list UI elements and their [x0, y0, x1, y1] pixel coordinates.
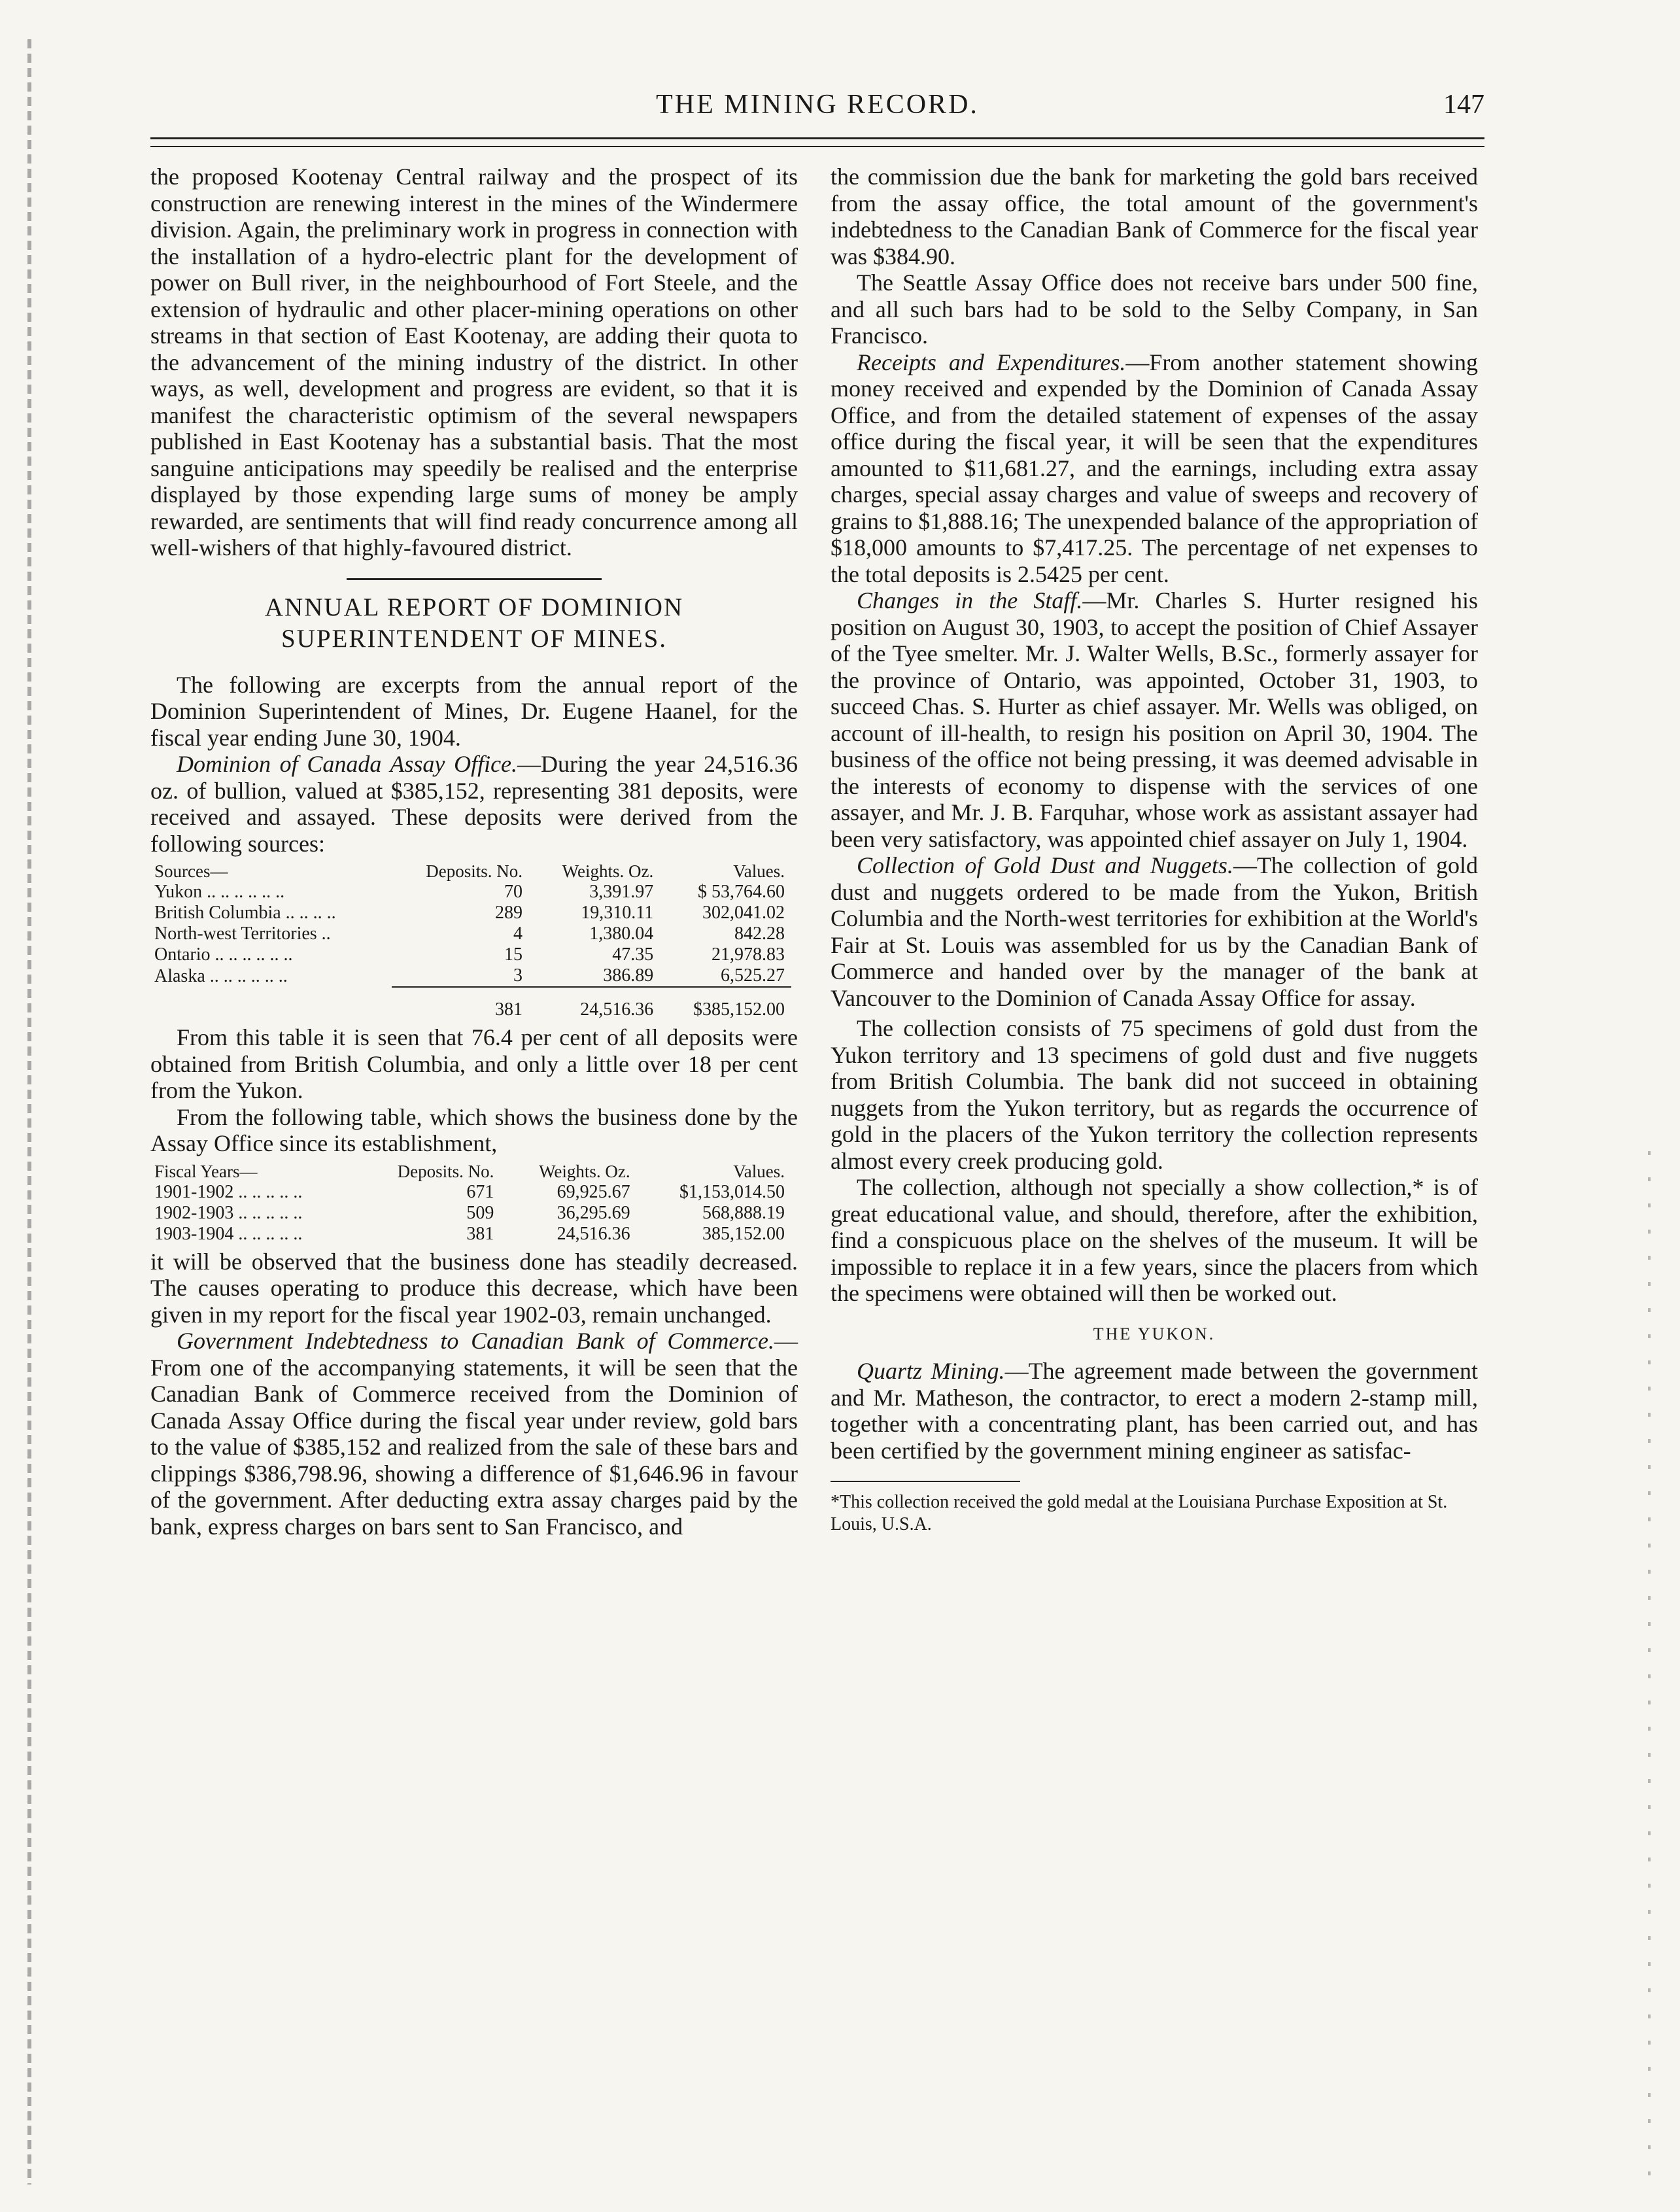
table-header-row: [150, 1161, 791, 1182]
table-cell: [150, 987, 392, 1020]
table-header: Values.: [733, 861, 785, 881]
table-cell: $1,153,014.50: [679, 1181, 785, 1202]
section-heading: ANNUAL REPORT OF DOMINION SUPERINTENDENT OF MINES.: [264, 593, 684, 653]
receipts-text: —From another statement showing money received and expended by the Dominion of Canada Assay Office, and from the detailed statement of expenses of the assay office during the fiscal year, it will be seen that the expenditures amounted to $11,681.27, and the earnings, including extra assay charges, special assay charges and value of sweeps and recovery of grains to $1,888.16; The unexpended balance of the appropriation of $18,000 amounts to $7,417.25. The percentage of net expenses to the total deposits is 2.5425 per cent.: [831, 349, 1478, 587]
table-total-cell: 24,516.36: [529, 987, 660, 1020]
table-cell: Ontario .. .. .. .. .. ..: [154, 944, 293, 965]
table-cell: 302,041.02: [702, 903, 785, 923]
table-header-row: [150, 861, 791, 882]
table-cell: 381: [466, 1223, 494, 1244]
paragraph-observed: it will be observed that the business done has steadily decreased. The causes operating to produce this decrease, which have been given in my report for the fiscal year 1902-03, remain unchanged.: [150, 1248, 798, 1328]
staff-title: Changes in the Staff.: [857, 587, 1083, 613]
government-indebtedness-title: Government Indebtedness to Canadian Bank of Commerce.: [177, 1328, 774, 1354]
header-rule: [150, 137, 1484, 147]
collection-title: Collection of Gold Dust and Nuggets.: [857, 852, 1233, 878]
table-cell: Alaska .. .. .. .. .. ..: [154, 965, 288, 986]
table-cell: 386.89: [603, 965, 654, 986]
table-cell: 36,295.69: [557, 1202, 630, 1223]
table-cell: 3: [513, 965, 523, 986]
table-row: [150, 924, 791, 944]
table-cell: 6,525.27: [721, 965, 785, 986]
paragraph-collection: [831, 852, 1478, 1011]
table-cell: 24,516.36: [557, 1223, 630, 1244]
section-divider: [347, 578, 602, 580]
table-cell: 385,152.00: [702, 1223, 785, 1244]
table-total-cell: $385,152.00: [660, 987, 791, 1020]
table-cell: 4: [513, 924, 523, 944]
receipts-title: Receipts and Expenditures.: [857, 349, 1126, 375]
footnote-rule: [831, 1481, 1020, 1482]
table-cell: 1,380.04: [589, 924, 654, 944]
paragraph-consists: The collection consists of 75 specimens of gold dust from the Yukon territory and 13 specimens of gold dust and five nuggets from British Columbia. The bank did not succeed in obtaining nuggets from the Yukon territory, but as regards the occurrence of gold in the placers of the Yukon territory the collection represents almost every creek producing gold.: [831, 1015, 1478, 1174]
scan-margin-artifact: [27, 39, 31, 2185]
table-cell: 671: [466, 1181, 494, 1202]
paragraph-government-indebtedness: [150, 1328, 798, 1540]
paragraph-assay-office: [150, 751, 798, 857]
table-row: [150, 1224, 791, 1245]
table-cell: 1903-1904 .. .. .. .. ..: [154, 1223, 303, 1244]
table-cell: $ 53,764.60: [698, 882, 785, 902]
paragraph-intro: the proposed Kootenay Central railway and the prospect of its construction are renewing interest in the mines of the Windermere division. Again, the preliminary work in progress in connection with the installation of a hydro-electric plant for the development of power on Bull river, in the neighbourhood of Fort Steele, and the extension of hydraulic and other placer-mining operations on other streams in that section of East Kootenay, are adding their quota to the advancement of the mining industry of the district. In other ways, as well, development and progress are evident, so that it is manifest the characteristic optimism of the several newspapers published in East Kootenay has a substantial basis. That the most sanguine anticipations may speedily be realised and the enterprise displayed by those expending large sums of money be amply rewarded, are sentiments that will find ready concurrence among all well-wishers of that highly-favoured district.: [150, 164, 798, 561]
paragraph-commission: the commission due the bank for marketing the gold bars received from the assay office, the total amount of the government's indebtedness to the Canadian Bank of Commerce for the fiscal year was $384.90.: [831, 164, 1478, 269]
table-cell: 842.28: [734, 924, 785, 944]
scan-margin-artifact-right: [1648, 1151, 1651, 2198]
table-header: Fiscal Years—: [154, 1161, 258, 1181]
page-number: 147: [1443, 90, 1484, 120]
assay-office-text: —During the year 24,516.36 oz. of bullion, valued at $385,152, representing 381 deposits, were received and assayed. These deposits were derived from the following sources:: [150, 751, 798, 857]
paragraph-show-collection: The collection, although not specially a show collection,* is of great educational value, and should, therefore, after the exhibition, find a conspicuous place on the shelves of the museum. It will be impossible to replace it in a few years, since the placers from which the specimens were obtained will then be worked out.: [831, 1174, 1478, 1306]
collection-text: —The collection of gold dust and nuggets ordered to be made from the Yukon, British Columbia and the North-west territories for exhibition at the World's Fair at St. Louis was assembled for us by the Canadian Bank of Commerce and handed over by the manager of the bank at Vancouver to the Dominion of Canada Assay Office for assay.: [831, 852, 1478, 1011]
staff-text: —Mr. Charles S. Hurter resigned his position on August 30, 1903, to accept the position of Chief Assayer of the Tyee smelter. Mr. J. Walter Wells, B.Sc., formerly assayer for the province of Ontario, was appointed, October 31, 1903, to succeed Chas. S. Hurter as chief assayer. Mr. Wells was obliged, on account of ill-health, to resign his position on April 30, 1904. The business of the office not being pressing, it was deemed advisable in the interests of economy to dispense with the services of one assayer, and Mr. J. B. Farquhar, whose work as assistant assayer had been very satisfactory, was appointed chief assayer on July 1, 1904.: [831, 587, 1478, 852]
table-cell: British Columbia .. .. .. ..: [154, 903, 336, 923]
footnote: *This collection received the gold medal at the Louisiana Purchase Exposition at St. Louis, U.S.A.: [831, 1492, 1448, 1534]
table-cell: 21,978.83: [711, 944, 785, 965]
paragraph-quartz-mining: [831, 1358, 1478, 1464]
table-cell: 69,925.67: [557, 1181, 630, 1202]
paragraph-receipts: [831, 349, 1478, 588]
left-column: [150, 164, 798, 1540]
government-indebtedness-text: —From one of the accompanying statements, it will be seen that the Canadian Bank of Commerce received from the Dominion of Canada Assay Office during the fiscal year under review, gold bars to the value of $385,152 and realized from the sale of these bars and clippings $386,798.96, showing a difference of $1,646.96 in favour of the government. After deducting extra assay charges paid by the bank, express charges on bars sent to San Francisco, and: [150, 1328, 798, 1540]
table-cell: 289: [495, 903, 523, 923]
table-cell: 15: [504, 944, 523, 965]
assay-office-title: Dominion of Canada Assay Office.: [177, 751, 518, 777]
table-row: [150, 1203, 791, 1224]
right-column: [831, 164, 1478, 1536]
table-header: Values.: [733, 1161, 785, 1181]
paragraph-staff: [831, 587, 1478, 852]
table-cell: 19,310.11: [581, 903, 654, 923]
table-row: [150, 1182, 791, 1203]
table-row: [150, 965, 791, 987]
table-row: [150, 882, 791, 903]
sources-table: [150, 861, 791, 1020]
table-header: Weights. Oz.: [539, 1161, 630, 1181]
sub-heading-yukon: THE YUKON.: [1093, 1324, 1216, 1343]
table-cell: 568,888.19: [702, 1202, 785, 1223]
table-header: Deposits. No.: [426, 861, 523, 881]
table-cell: 1902-1903 .. .. .. .. ..: [154, 1202, 303, 1223]
table-cell: 70: [504, 882, 523, 902]
running-title: THE MINING RECORD.: [656, 90, 979, 120]
table-cell: 47.35: [612, 944, 654, 965]
table-cell: 509: [466, 1202, 494, 1223]
table-cell: Yukon .. .. .. .. .. ..: [154, 882, 285, 902]
paragraph-seattle: The Seattle Assay Office does not receive bars under 500 fine, and all such bars had to be sold to the Selby Company, in San Francisco.: [831, 269, 1478, 349]
quartz-mining-title: Quartz Mining.: [857, 1358, 1005, 1384]
page-header: [150, 89, 1484, 135]
table-cell: North-west Territories ..: [154, 924, 331, 944]
fiscal-years-table: [150, 1161, 791, 1245]
table-header: Deposits. No.: [397, 1161, 494, 1181]
table-total-cell: 381: [392, 987, 529, 1020]
table-total-row: [150, 987, 791, 1020]
paragraph-from-table: From this table it is seen that 76.4 per cent of all deposits were obtained from British Columbia, and only a little over 18 per cent from the Yukon.: [150, 1024, 798, 1103]
table-header: Sources—: [154, 861, 228, 881]
quartz-mining-text: —The agreement made between the government and Mr. Matheson, the contractor, to erect a modern 2-stamp mill, together with a concentrating plant, has been carried out, and has been certified by the government mining engineer as satisfac-: [831, 1358, 1478, 1464]
paragraph-following-table: From the following table, which shows the business done by the Assay Office since its establishment,: [150, 1103, 798, 1156]
table-cell: 3,391.97: [589, 882, 654, 902]
paragraph-excerpts: The following are excerpts from the annual report of the Dominion Superintendent of Mines, Dr. Eugene Haanel, for the fiscal year ending June 30, 1904.: [150, 671, 798, 751]
table-row: [150, 903, 791, 924]
table-row: [150, 944, 791, 965]
table-cell: 1901-1902 .. .. .. .. ..: [154, 1181, 303, 1202]
table-header: Weights. Oz.: [562, 861, 654, 881]
